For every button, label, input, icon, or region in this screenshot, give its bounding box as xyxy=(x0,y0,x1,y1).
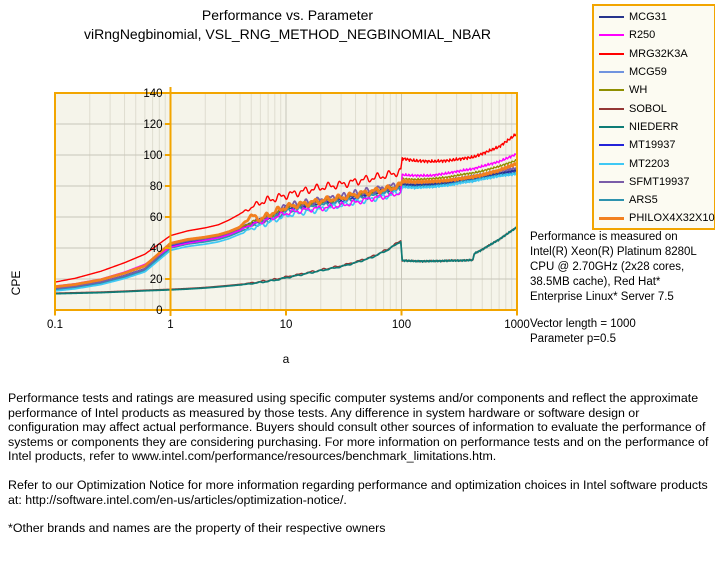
disclaimer xyxy=(8,391,712,536)
legend-label: NIEDERR xyxy=(629,120,679,133)
legend-swatch xyxy=(599,71,624,73)
y-tick-label: 40 xyxy=(149,243,163,255)
legend-label: WH xyxy=(629,84,648,97)
legend-item-sfmt19937 xyxy=(599,173,714,191)
disclaimer-performance: Performance tests and ratings are measured using specific computer systems and/or components and reflect the approximate performance of Intel products as measured by those tests. Any difference in system hardware or software design or configuration may affect actual performance. Buyers should consult other sources of information to evaluate the performance of systems or components they are considering purchasing. For more information on performance tests and on the performance of Intel products, refer to www.intel.com/performance/resources/benchmark_limitations.htm. xyxy=(8,391,709,464)
legend-swatch xyxy=(599,16,624,18)
legend-item-niederr xyxy=(599,118,714,136)
legend-item-mcg31 xyxy=(599,8,714,26)
legend-item-mt19937 xyxy=(599,136,714,154)
legend-label: MCG31 xyxy=(629,11,667,24)
legend-label: MT19937 xyxy=(629,139,676,152)
parameter-note: Parameter p=0.5 xyxy=(530,333,616,345)
disclaimer-optimization: Refer to our Optimization Notice for more information regarding performance and optimization choices in Intel software products at: http://software.intel.com/en-us/articles/optimization-notice/. xyxy=(8,477,708,507)
legend-item-wh xyxy=(599,81,714,99)
legend-item-philox4x32x10 xyxy=(599,209,714,227)
legend-item-sobol xyxy=(599,99,714,117)
x-axis-title: a xyxy=(282,352,290,366)
disclaimer-brands: *Other brands and names are the property of their respective owners xyxy=(8,521,386,536)
measurement-note xyxy=(530,230,714,347)
legend-label: SOBOL xyxy=(629,102,667,115)
legend-label: MCG59 xyxy=(629,66,667,79)
legend-item-ars5 xyxy=(599,191,714,209)
legend-label: PHILOX4X32X10 xyxy=(629,212,715,225)
legend-swatch xyxy=(599,53,624,55)
legend-label: R250 xyxy=(629,29,656,42)
y-tick-label: 0 xyxy=(156,305,163,317)
vector-length-note: Vector length = 1000 xyxy=(530,318,636,330)
legend-swatch xyxy=(599,163,624,165)
legend-label: MT2203 xyxy=(629,157,670,170)
legend-label: SFMT19937 xyxy=(629,175,690,188)
legend-item-mt2203 xyxy=(599,154,714,172)
hardware-note: Performance is measured on Intel(R) Xeon(R) Platinum 8280L CPU @ 2.70GHz (2x28 cores, 38.5MB cache), Red Hat* Enterprise Linux* Server 7.5 xyxy=(530,231,697,303)
legend-swatch xyxy=(599,108,624,110)
legend-swatch xyxy=(599,126,624,128)
legend-label: ARS5 xyxy=(629,194,658,207)
chart-title-line1: Performance vs. Parameter xyxy=(201,7,374,23)
legend-swatch xyxy=(599,89,624,91)
y-tick-label: 20 xyxy=(149,274,163,286)
legend-item-mrg32k3a xyxy=(599,45,714,63)
y-axis-title: CPE xyxy=(9,270,23,296)
legend-swatch xyxy=(599,34,624,36)
legend-swatch xyxy=(599,181,624,183)
x-tick-label: 1 xyxy=(167,319,174,331)
chart-title-line2: viRngNegbinomial, VSL_RNG_METHOD_NEGBINOMIAL_NBAR xyxy=(84,26,491,42)
x-tick-label: 100 xyxy=(391,319,412,331)
y-tick-label: 140 xyxy=(143,88,163,100)
y-tick-label: 100 xyxy=(143,150,163,162)
legend-swatch xyxy=(599,144,624,146)
legend-swatch xyxy=(599,217,624,220)
y-tick-label: 120 xyxy=(143,119,163,131)
legend-label: MRG32K3A xyxy=(629,47,688,60)
chart-legend xyxy=(592,4,715,230)
y-tick-label: 80 xyxy=(149,181,163,193)
x-tick-label: 10 xyxy=(279,319,293,331)
legend-item-r250 xyxy=(599,26,714,44)
y-tick-label: 60 xyxy=(149,212,163,224)
chart-title xyxy=(0,6,575,44)
legend-swatch xyxy=(599,199,624,201)
x-tick-label: 1000 xyxy=(504,319,530,331)
x-tick-label: 0.1 xyxy=(47,319,63,331)
legend-item-mcg59 xyxy=(599,63,714,81)
